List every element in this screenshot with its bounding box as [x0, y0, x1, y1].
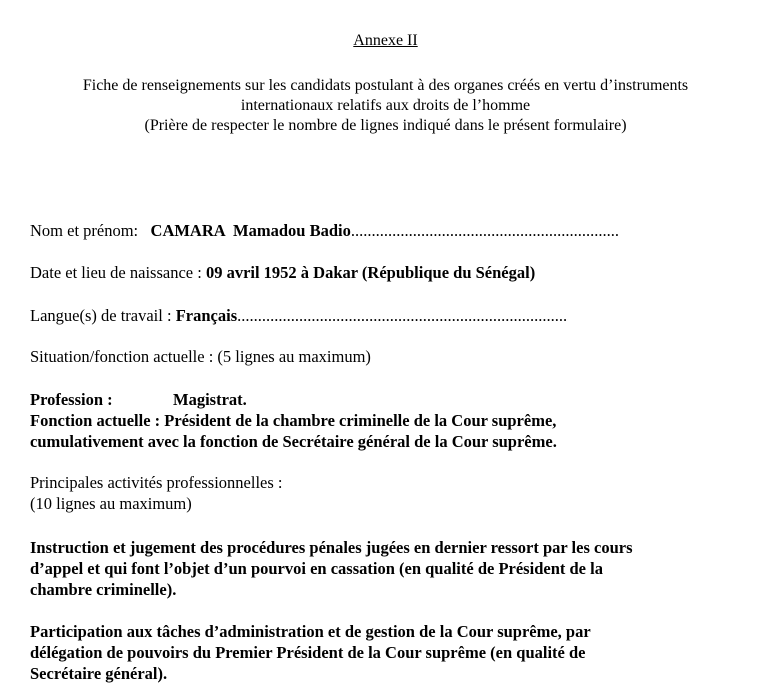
birth-field [30, 263, 535, 283]
activities-label: Principales activités professionnelles : [30, 473, 283, 492]
intro-line-2: internationaux relatifs aux droits de l’homme [240, 97, 531, 114]
activities-limit: (10 lignes au maximum) [30, 494, 192, 513]
current-function-line [30, 410, 556, 431]
language-value: Français [175, 306, 238, 325]
name-dots: ................................................................. [350, 221, 619, 240]
intro-line-3: (Prière de respecter le nombre de lignes indiqué dans le présent formulaire) [144, 117, 627, 134]
language-label: Langue(s) de travail : [30, 306, 172, 325]
language-field [30, 306, 567, 326]
profession-value: Magistrat. [173, 390, 247, 409]
situation-label: Situation/fonction actuelle : (5 lignes au maximum) [30, 347, 371, 366]
name-label: Nom et prénom: [30, 221, 139, 240]
current-function-line-2: cumulativement avec la fonction de Secrétaire général de la Cour suprême. [30, 432, 557, 451]
annex-title: Annexe II [353, 32, 418, 49]
birth-value: 09 avril 1952 à Dakar (République du Sénégal) [205, 263, 536, 282]
current-function-value: Président de la chambre criminelle de la Cour suprême, [164, 411, 557, 430]
paragraph-1-line-3: chambre criminelle). [30, 580, 177, 599]
name-field [30, 221, 619, 241]
profession-label: Profession : [30, 390, 113, 409]
current-function-label: Fonction actuelle : [30, 411, 161, 430]
language-dots: ................................................................................ [237, 306, 568, 325]
paragraph-1-line-2: d’appel et qui font l’objet d’un pourvoi en cassation (en qualité de Président de la [30, 559, 603, 578]
birth-label: Date et lieu de naissance : [30, 263, 202, 282]
paragraph-1-line-1: Instruction et jugement des procédures pénales jugées en dernier ressort par les cours [30, 538, 633, 557]
intro-line-1: Fiche de renseignements sur les candidats postulant à des organes créés en vertu d’instruments [82, 77, 689, 94]
paragraph-2-line-3: Secrétaire général). [30, 664, 168, 683]
profession-line [30, 389, 247, 410]
name-value: CAMARA Mamadou Badio [150, 221, 351, 240]
paragraph-2-line-2: délégation de pouvoirs du Premier Président de la Cour suprême (en qualité de [30, 643, 586, 662]
paragraph-2-line-1: Participation aux tâches d’administration et de gestion de la Cour suprême, par [30, 622, 591, 641]
